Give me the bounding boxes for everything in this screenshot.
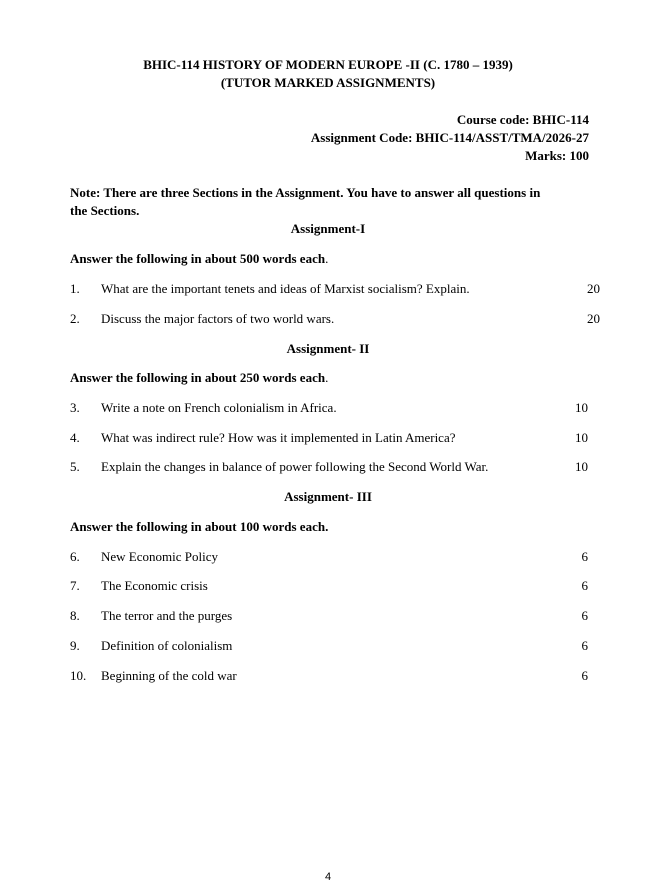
question-text: Definition of colonialism (101, 638, 233, 653)
question-number: 2. (70, 311, 80, 326)
question-number: 6. (70, 549, 80, 564)
question-number: 4. (70, 430, 80, 445)
document-subtitle: (TUTOR MARKED ASSIGNMENTS) (220, 75, 436, 90)
question-number: 10. (70, 668, 87, 683)
question-text: The terror and the purges (101, 608, 233, 623)
total-marks: Marks: 100 (525, 148, 589, 163)
question-marks: 6 (581, 608, 588, 623)
note-line-2: the Sections. (70, 203, 140, 218)
question-number: 9. (70, 638, 80, 653)
question-text: Discuss the major factors of two world wars. (101, 311, 335, 326)
page-number: 4 (324, 871, 332, 883)
assignment-code: Assignment Code: BHIC-114/ASST/TMA/2026-27 (310, 130, 589, 145)
question-marks: 6 (581, 549, 588, 564)
question-text: Beginning of the cold war (101, 668, 237, 683)
document-title: BHIC-114 HISTORY OF MODERN EUROPE -II (C. 1780 – 1939) (143, 57, 513, 72)
section-heading: Assignment-I (290, 221, 366, 236)
question-text: The Economic crisis (101, 578, 208, 593)
question-marks: 6 (581, 638, 588, 653)
section-instruction: Answer the following in about 250 words each. (70, 370, 329, 385)
question-text: New Economic Policy (101, 549, 218, 564)
question-marks: 20 (587, 281, 600, 296)
question-marks: 6 (581, 578, 588, 593)
question-marks: 10 (575, 430, 588, 445)
section-heading: Assignment- II (286, 341, 370, 356)
section-instruction: Answer the following in about 100 words each. (70, 519, 329, 534)
note-line-1: Note: There are three Sections in the Assignment. You have to answer all questions in (70, 185, 541, 200)
question-text: Write a note on French colonialism in Africa. (101, 400, 337, 415)
course-code: Course code: BHIC-114 (456, 112, 589, 127)
question-number: 7. (70, 578, 80, 593)
question-number: 1. (70, 281, 80, 296)
question-marks: 10 (575, 459, 588, 474)
question-number: 8. (70, 608, 80, 623)
question-marks: 20 (587, 311, 600, 326)
question-text: What are the important tenets and ideas of Marxist socialism? Explain. (101, 281, 470, 296)
section-heading: Assignment- III (284, 489, 372, 504)
question-text: What was indirect rule? How was it implemented in Latin America? (101, 430, 456, 445)
question-number: 3. (70, 400, 80, 415)
question-number: 5. (70, 459, 80, 474)
question-text: Explain the changes in balance of power following the Second World War. (101, 459, 489, 474)
section-instruction: Answer the following in about 500 words each. (70, 251, 329, 266)
question-marks: 6 (581, 668, 588, 683)
question-marks: 10 (575, 400, 588, 415)
